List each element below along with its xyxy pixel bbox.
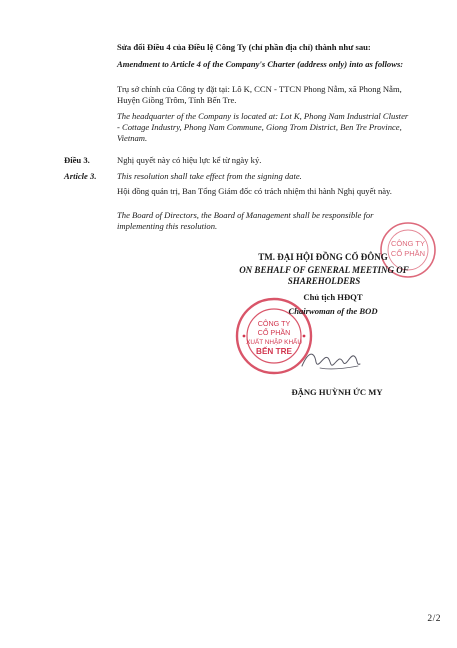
signature-title-vi: Chủ tịch HĐQT: [303, 292, 363, 302]
signature-behalf-en: ON BEHALF OF GENERAL MEETING OF SHAREHOLDERS: [239, 265, 409, 286]
seal-line1: CÔNG TY: [257, 319, 291, 328]
seal-line2: CỔ PHẦN: [257, 328, 291, 337]
article3-body-vi: Hội đồng quản trị, Ban Tổng Giám đốc có trách nhiệm thi hành Nghị quyết này.: [117, 186, 392, 196]
signature-title-en: Chairwoman of the BOD: [288, 306, 378, 316]
amendment-body-en: The headquarter of the Company is located at: Lot K, Phong Nam Industrial Cluster - Cottage Industry, Phong Nam Commune, Giong Trom District, Ben Tre Province, Vietnam.: [117, 111, 409, 143]
page-number: 2/2: [427, 614, 441, 624]
article3-text-vi: Nghị quyết này có hiệu lực kể từ ngày ký.: [117, 155, 262, 165]
article3-text-en: This resolution shall take effect from the signing date.: [117, 171, 302, 181]
seal-line3: XUẤT NHẬP KHẨU: [246, 339, 302, 346]
article3-label-en: Article 3.: [64, 171, 97, 181]
signatory-name: ĐẶNG HUỲNH ỨC MY: [291, 387, 383, 397]
article3-label-vi: Điều 3.: [64, 155, 90, 165]
amendment-body-vi: Trụ sở chính của Công ty đặt tại: Lô K, CCN - TTCN Phong Nẫm, xã Phong Nẫm, Huyện Giồng Trôm, Tỉnh Bến Tre.: [117, 84, 402, 105]
handwritten-signature: [300, 346, 362, 374]
amendment-heading-vi: Sửa đổi Điều 4 của Điều lệ Công Ty (chỉ phần địa chỉ) thành như sau:: [117, 42, 371, 52]
amendment-heading-en: Amendment to Article 4 of the Company's Charter (address only) into as follows:: [117, 59, 404, 69]
seal-partial-line2: CỔ PHẦN: [390, 249, 426, 258]
seal-partial-line1: CÔNG TY: [390, 239, 426, 248]
seal-line4: BẾN TRE: [256, 347, 292, 356]
signature-behalf-vi: TM. ĐẠI HỘI ĐỒNG CỔ ĐÔNG: [258, 252, 388, 262]
article3-body-en: The Board of Directors, the Board of Management shall be responsible for implementing this resolution.: [117, 210, 374, 231]
